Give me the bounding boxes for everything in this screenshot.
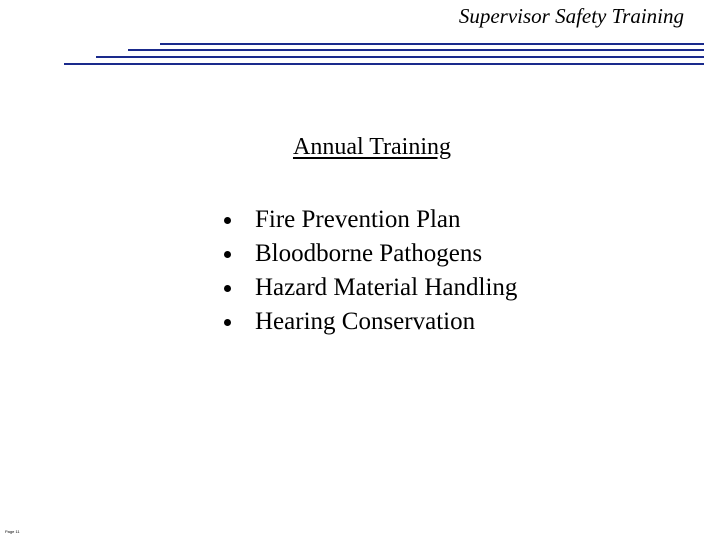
bullet-icon xyxy=(224,285,231,292)
header-rule xyxy=(64,63,704,65)
bullet-icon xyxy=(224,217,231,224)
page-number: Page 11 xyxy=(5,529,20,534)
header-title: Supervisor Safety Training xyxy=(458,4,684,28)
slide-title: Annual Training xyxy=(292,134,451,160)
bullet-text: Hazard Material Handling xyxy=(255,274,518,301)
bullet-text: Fire Prevention Plan xyxy=(255,206,461,233)
header-rule xyxy=(128,49,704,51)
bullet-item xyxy=(224,305,517,339)
bullet-item xyxy=(224,237,517,271)
bullet-item xyxy=(224,203,517,237)
header-rule xyxy=(160,43,704,45)
bullet-text: Hearing Conservation xyxy=(255,308,476,335)
bullet-item xyxy=(224,271,517,305)
bullet-icon xyxy=(224,319,231,326)
bullet-text: Bloodborne Pathogens xyxy=(255,240,483,267)
header-rule xyxy=(96,56,704,58)
bullet-icon xyxy=(224,251,231,258)
bullet-list xyxy=(224,203,517,339)
